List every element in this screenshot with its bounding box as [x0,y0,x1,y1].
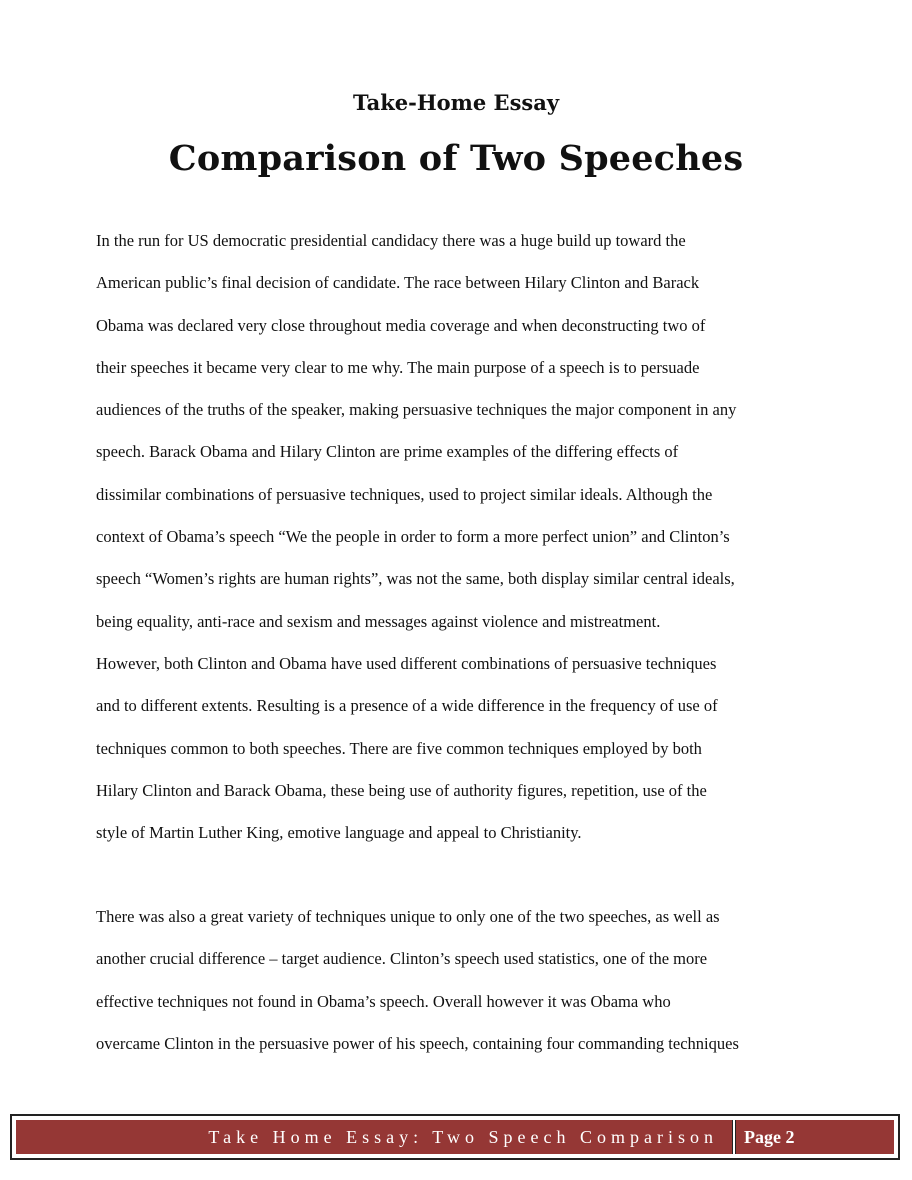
text-line: and to different extents. Resulting is a presence of a wide difference in the frequency of use of [96,696,718,716]
document-subtitle: Take-Home Essay [352,90,560,115]
document-title: Comparison of Two Speeches [168,138,744,179]
text-line: audiences of the truths of the speaker, making persuasive techniques the major component in any [96,400,737,420]
text-line: being equality, anti-race and sexism and messages against violence and mistreatment. [96,611,661,631]
page-number: Page 2 [736,1120,894,1154]
body-paragraph-2 [96,896,816,1065]
page-footer [10,1114,900,1160]
text-line: There was also a great variety of techniques unique to only one of the two speeches, as well as [96,907,720,926]
text-line: dissimilar combinations of persuasive techniques, used to project similar ideals. Although the [96,484,713,504]
footer-title: Take Home Essay: Two Speech Comparison [16,1120,732,1154]
text-line: However, both Clinton and Obama have used different combinations of persuasive techniques [96,653,717,673]
text-line: style of Martin Luther King, emotive language and appeal to Christianity. [96,823,582,843]
body-paragraph-1 [96,220,816,854]
text-line: effective techniques not found in Obama’s speech. Overall however it was Obama who [96,991,671,1011]
text-line: another crucial difference – target audience. Clinton’s speech used statistics, one of the more [96,949,708,969]
text-line: techniques common to both speeches. There are five common techniques employed by both [96,738,702,758]
footer-band [16,1120,894,1154]
text-line: overcame Clinton in the persuasive power of his speech, containing four commanding techniques [96,1033,739,1053]
text-line: speech. Barack Obama and Hilary Clinton are prime examples of the differing effects of [96,442,679,462]
text-line: In the run for US democratic presidential candidacy there was a huge build up toward the [96,231,686,250]
text-line: their speeches it became very clear to me why. The main purpose of a speech is to persuade [96,357,700,377]
text-line: Obama was declared very close throughout media coverage and when deconstructing two of [96,315,706,335]
text-line: context of Obama’s speech “We the people in order to form a more perfect union” and Clinton’s [96,527,730,547]
text-line: Hilary Clinton and Barack Obama, these being use of authority figures, repetition, use of the [96,780,707,800]
text-line: speech “Women’s rights are human rights”, was not the same, both display similar central ideals, [96,569,735,589]
text-line: American public’s final decision of candidate. The race between Hilary Clinton and Barack [96,273,700,293]
